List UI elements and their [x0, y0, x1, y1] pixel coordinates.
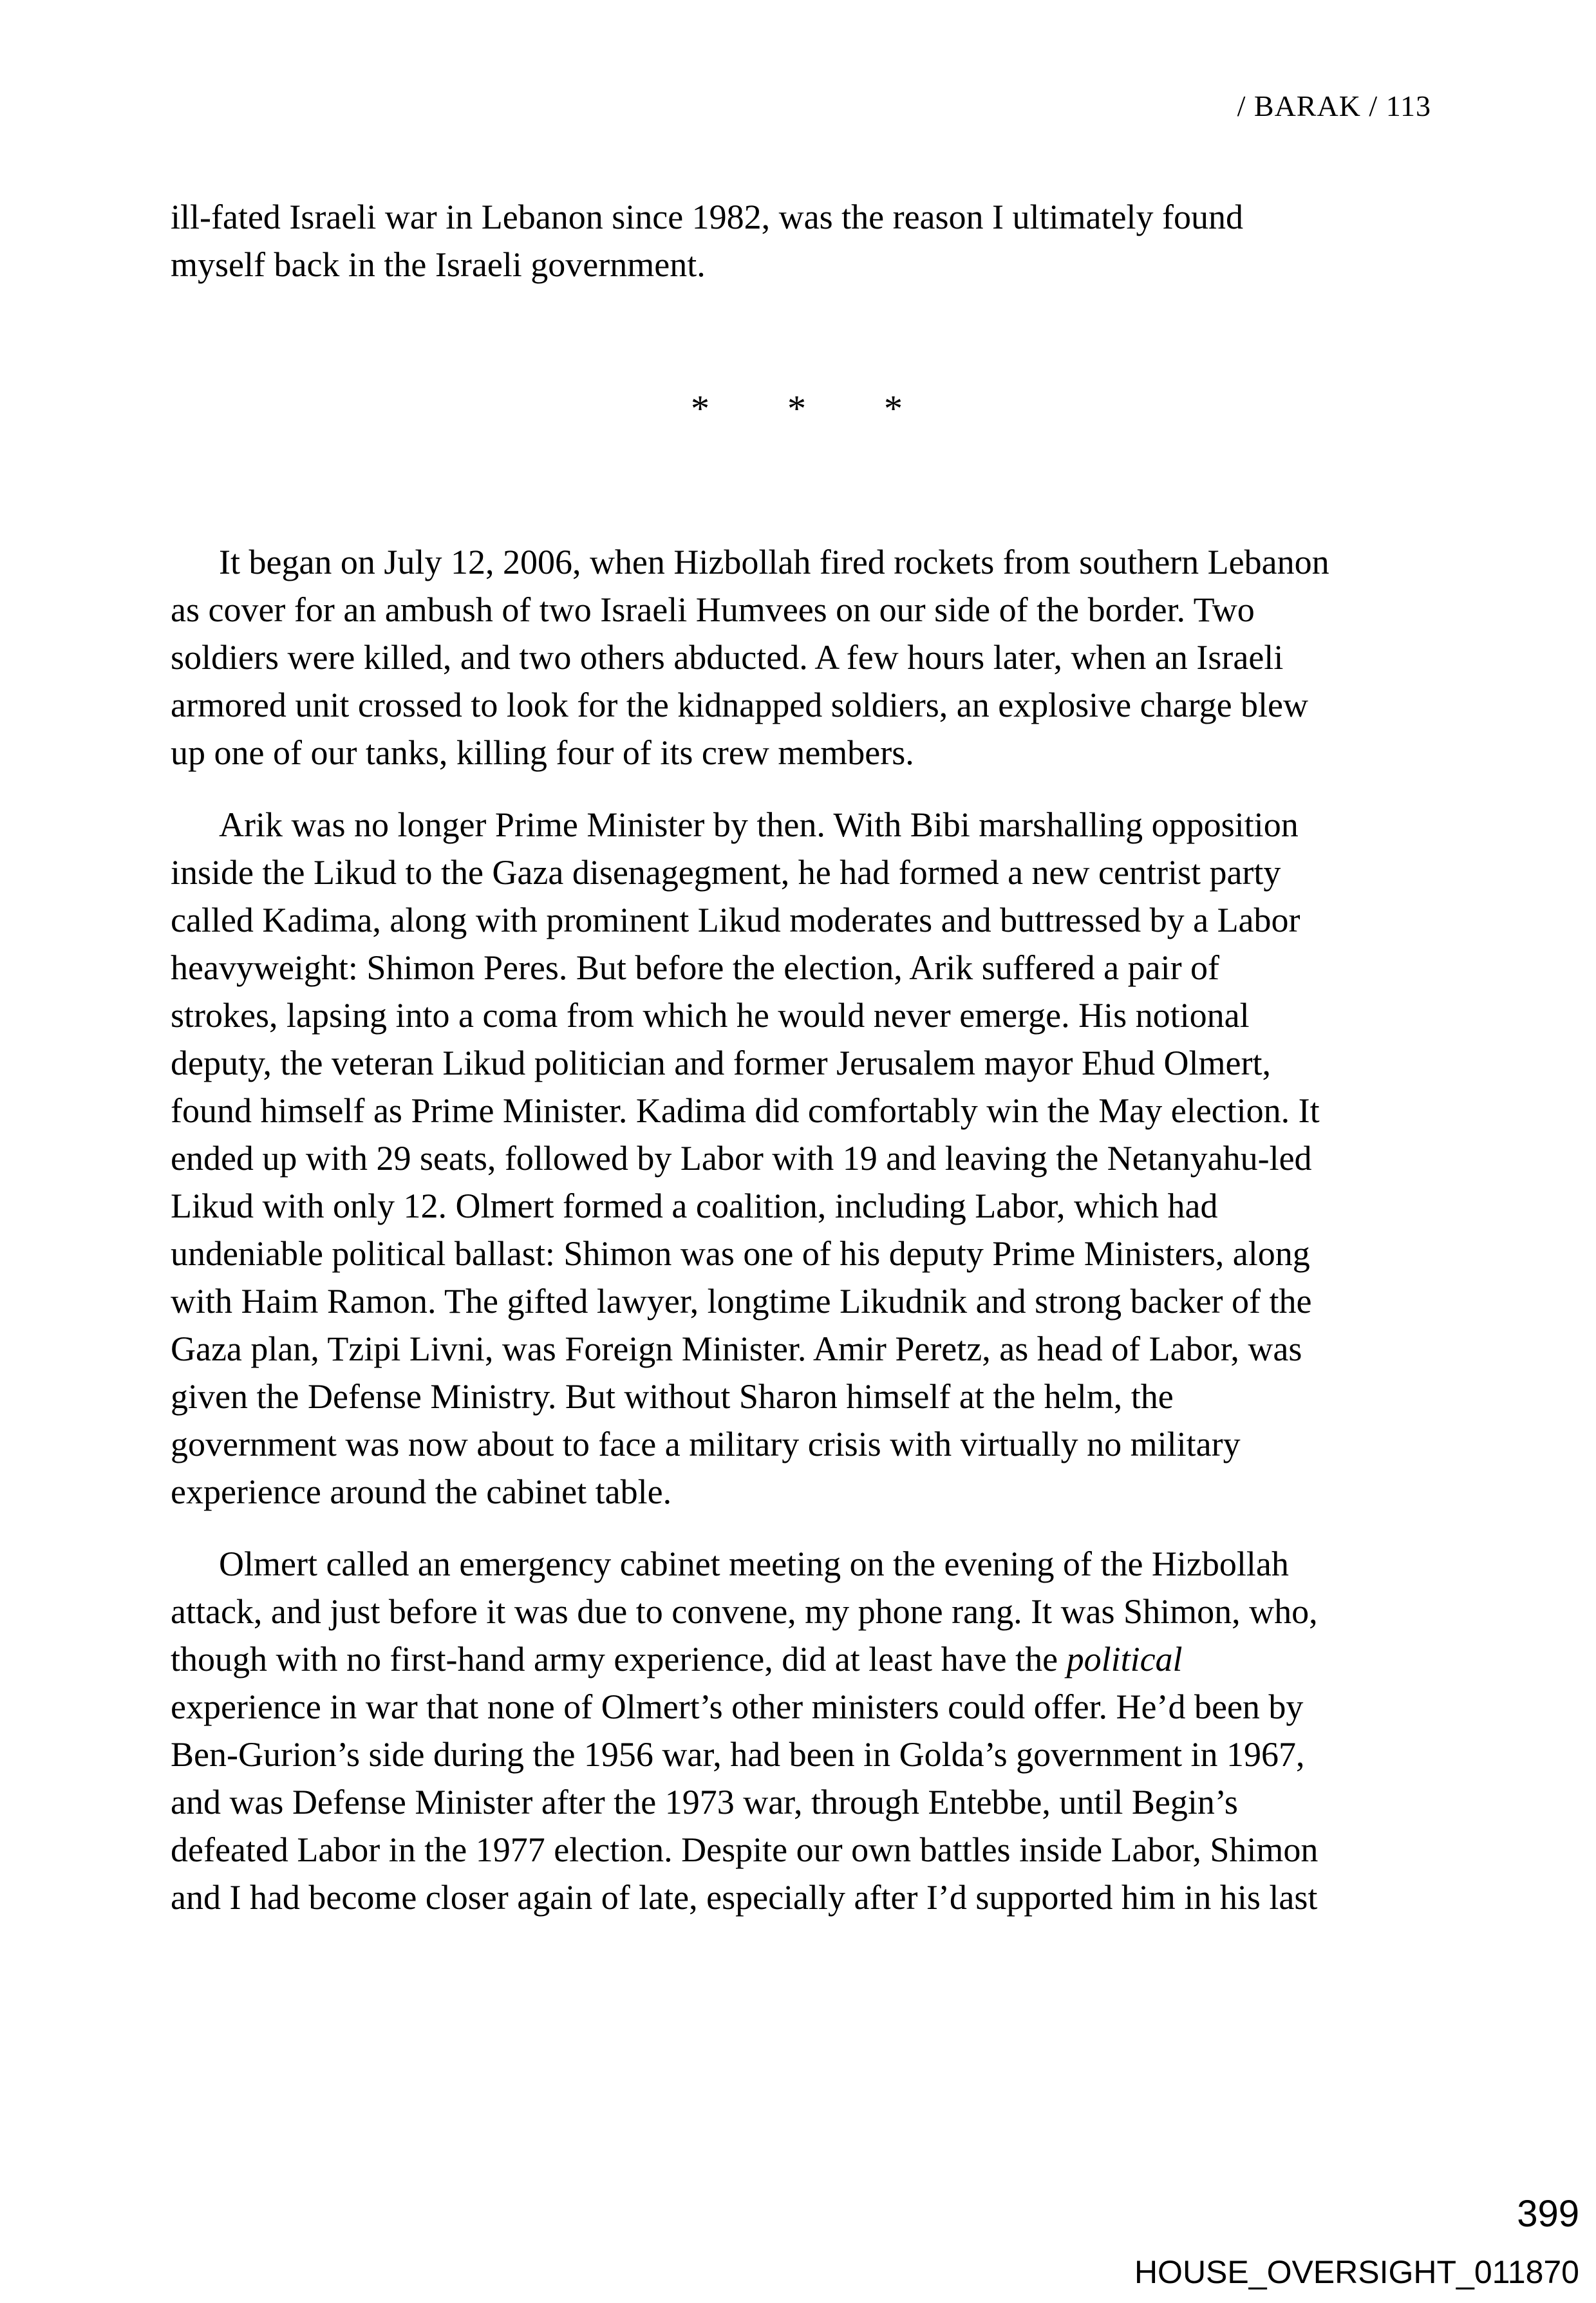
text-line: armored unit crossed to look for the kidnapped soldiers, an explosive charge blew [171, 686, 1309, 724]
text-line: and was Defense Minister after the 1973 war, through Entebbe, until Begin’s [171, 1783, 1238, 1821]
text-line: Olmert called an emergency cabinet meeting on the evening of the Hizbollah [219, 1545, 1289, 1583]
intro-paragraph [171, 193, 1432, 288]
text-line: Gaza plan, Tzipi Livni, was Foreign Minister. Amir Peretz, as head of Labor, was [171, 1330, 1302, 1368]
scene-break [0, 383, 1596, 435]
text-line: strokes, lapsing into a coma from which he would never emerge. His notional [171, 996, 1250, 1035]
text-line: deputy, the veteran Likud politician and former Jerusalem mayor Ehud Olmert, [171, 1044, 1271, 1082]
text-line: Arik was no longer Prime Minister by then. With Bibi marshalling opposition [219, 805, 1299, 844]
text-line: Ben-Gurion’s side during the 1956 war, had been in Golda’s government in 1967, [171, 1735, 1305, 1774]
page-number: 399 [1517, 2193, 1579, 2235]
text-line: up one of our tanks, killing four of its crew members. [171, 733, 914, 772]
asterisk-icon: * [787, 388, 806, 429]
text-line: experience in war that none of Olmert’s other ministers could offer. He’d been by [171, 1687, 1304, 1726]
text-line: Likud with only 12. Olmert formed a coalition, including Labor, which had [171, 1187, 1218, 1225]
text-line: given the Defense Ministry. But without Sharon himself at the helm, the [171, 1377, 1174, 1416]
paragraph-hizbollah-attack [171, 538, 1432, 776]
text-line: with Haim Ramon. The gifted lawyer, longtime Likudnik and strong backer of the [171, 1282, 1312, 1321]
paragraph-emergency-cabinet [171, 1540, 1432, 1921]
bates-number: HOUSE_OVERSIGHT_011870 [1134, 2254, 1579, 2290]
emphasis-political: political [1066, 1640, 1183, 1678]
text-line: and I had become closer again of late, especially after I’d supported him in his last [171, 1878, 1318, 1917]
text-line: found himself as Prime Minister. Kadima did comfortably win the May election. It [171, 1091, 1320, 1130]
text-line: called Kadima, along with prominent Likud moderates and buttressed by a Labor [171, 901, 1300, 939]
text-line: myself back in the Israeli government. [171, 245, 706, 284]
asterisk-icon: * [691, 388, 709, 429]
text-line-with-emphasis [171, 1635, 1432, 1683]
text-line: heavyweight: Shimon Peres. But before the election, Arik suffered a pair of [171, 948, 1220, 987]
asterisk-icon: * [884, 388, 903, 429]
text-line: as cover for an ambush of two Israeli Humvees on our side of the border. Two [171, 590, 1255, 629]
text-line: inside the Likud to the Gaza disenagegment, he had formed a new centrist party [171, 853, 1281, 892]
text-line: soldiers were killed, and two others abducted. A few hours later, when an Israeli [171, 638, 1284, 677]
text-line: ended up with 29 seats, followed by Labor with 19 and leaving the Netanyahu-led [171, 1139, 1312, 1178]
text-line: It began on July 12, 2006, when Hizbollah fired rockets from southern Lebanon [219, 543, 1329, 581]
body-text [171, 538, 1432, 1921]
text-line: defeated Labor in the 1977 election. Despite our own battles inside Labor, Shimon [171, 1830, 1319, 1869]
text-line: experience around the cabinet table. [171, 1472, 672, 1511]
text-line: ill-fated Israeli war in Lebanon since 1982, was the reason I ultimately found [171, 198, 1243, 236]
text-line: attack, and just before it was due to convene, my phone rang. It was Shimon, who, [171, 1592, 1318, 1631]
text-segment: though with no first-hand army experience, did at least have the [171, 1640, 1067, 1678]
text-line: undeniable political ballast: Shimon was one of his deputy Prime Ministers, along [171, 1234, 1310, 1273]
running-head: / BARAK / 113 [1237, 89, 1431, 122]
text-line: government was now about to face a military crisis with virtually no military [171, 1425, 1241, 1463]
paragraph-kadima-government [171, 801, 1432, 1516]
